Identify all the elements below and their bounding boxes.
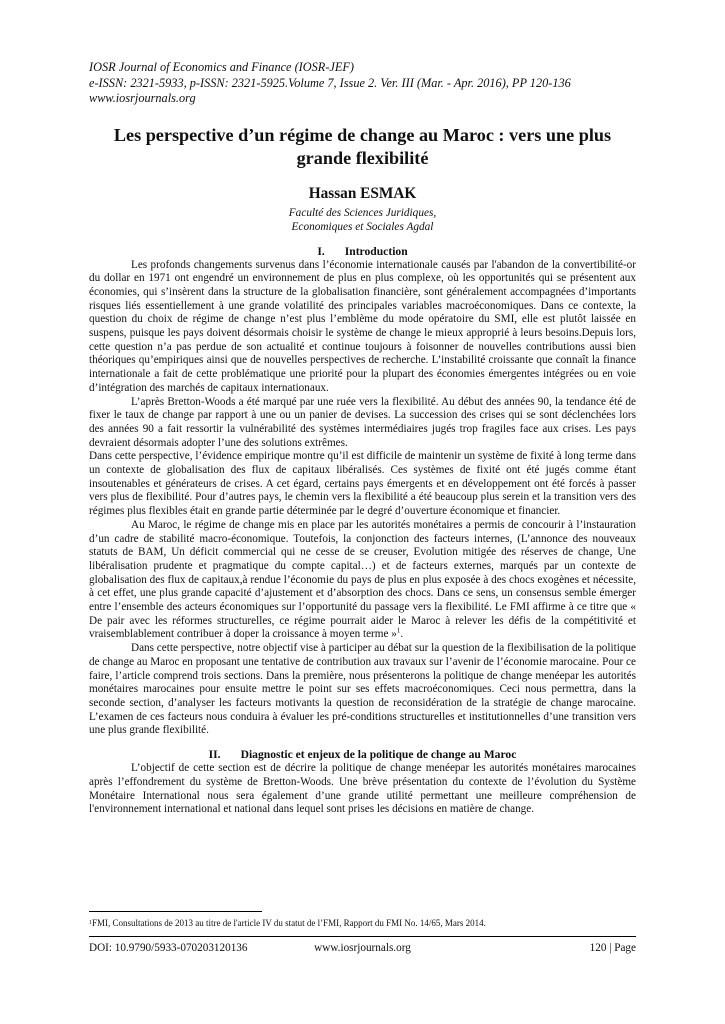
paragraph: L’objectif de cette section est de décrire la politique de change menéepar les autorités monétaires marocaines après l’effondrement du système de Bretton-Woods. Une brève présentation du contexte de l’évolution du Système Monétaire International nous sera également d’une grande utilité permettant une meilleure compréhension de l'environnement international et national dans lequel sont prises les décisions en matière de change. xyxy=(89,762,636,816)
footer-divider xyxy=(89,936,636,937)
journal-website: www.iosrjournals.org xyxy=(89,91,196,105)
footnote-marker: 1 xyxy=(89,920,92,926)
footer-website: www.iosrjournals.org xyxy=(314,942,411,954)
paragraph: Les profonds changements survenus dans l’économie internationale causés par l'abandon de la convertibilité-or du dollar en 1971 ont engendré un environnement de plus en plus complexe, où les opportunités qui se présentent aux économies, qui s’insèrent dans la structure de la globalisation financière, sont généralement accompagnées d’importants risques liés essentiellement à une grande volatilité des principales variables macroéconomiques. Dans ce contexte, la question du choix de régime de change n’est plus l’emblème du mode opératoire du SMI, elle est plutôt laissée en suspens, puisque les pays doivent désormais choisir le système de change le mieux approprié à leurs besoins.Depuis lors, cette question n’a pas perdue de son actualité et continue toujours à foisonner de nouvelles contributions aussi bien théoriques qu’empiriques ainsi que de nouvelles perspectives de recherche. L’instabilité croissante que connaît la finance internationale a fait de cette problématique une priorité pour la plupart des économies émergentes intégrées ou en voie d’intégration des marchés de capitaux internationaux. xyxy=(89,258,636,394)
footer-page-number: 120 | Page xyxy=(589,942,636,954)
section-title: Introduction xyxy=(344,244,408,258)
section-heading-diagnostic xyxy=(89,748,636,762)
journal-issn: e-ISSN: 2321-5933, p-ISSN: 2321-5925.Volume 7, Issue 2. Ver. III (Mar. - Apr. 2016), PP 120-136 xyxy=(89,75,571,90)
page-footer xyxy=(89,941,636,955)
section-number: II. xyxy=(208,748,221,762)
paragraph: Dans cette perspective, l’évidence empirique montre qu’il est difficile de maintenir un système de fixité à long terme dans un contexte de globalisation des flux de capitaux libéralisés. Ces systèmes de fixité ont été jugés comme étant insoutenables et générateurs de crises. A cet égard, certains pays émergents et en développement ont été forcés à passer vers plus de flexibilité. Pour d’autres pays, le chemin vers la flexibilité a été beaucoup plus serein et la transition vers des régimes plus flexibles était en grande partie déterminée par le degré d’ouverture économique et financier. xyxy=(89,450,636,518)
affiliation-line-2: Economiques et Sociales Agdal xyxy=(291,220,434,233)
section-heading-introduction xyxy=(89,245,636,259)
footnote-reference: 1 xyxy=(396,626,401,635)
author-affiliation xyxy=(89,206,636,234)
footnote xyxy=(89,918,636,929)
section-number: I. xyxy=(317,244,325,258)
paragraph: Au Maroc, le régime de change mis en place par les autorités monétaires a permis de concourir à l’instauration d’un cadre de stabilité macro-économique. Toutefois, la conjonction des facteurs internes, (L’annonce des nouveaux statuts de BAM, Un déficit commercial qui ne cesse de se creuser, Evolution mitigée des réserves de change, Une libéralisation prudente et pragmatique du compte capital…) et de facteurs externes, marqués par un contexte de globalisation des flux de capitaux,à rendue l’économie du pays de plus en plus exposée à des chocs exogènes et nécessite, à cet effet, une plus grande capacité d’ajustement et d’absorption des chocs. Dans ce sens, un consensus semble émerger entre l’ensemble des acteurs économiques sur l’opportunité du passage vers la flexibilité. Le FMI affirme à ce titre que « De pair avec les réformes structurelles, ce régime pourrait aider le Maroc à relever les défis de la compétitivité et vraisemblablement contribuer à doper la croissance à moyen terme »$^1$. xyxy=(89,518,636,641)
footnote-text: FMI, Consultations de 2013 au titre de l'article IV du statut de l’FMI, Rapport du FMI No. 14/65, Mars 2014. xyxy=(92,918,486,928)
section-diagnostic-body xyxy=(89,762,636,817)
journal-name: IOSR Journal of Economics and Finance (IOSR-JEF) xyxy=(89,60,354,74)
author-name: Hassan ESMAK xyxy=(308,184,417,202)
paper-page xyxy=(89,60,636,817)
section-introduction-body xyxy=(89,259,636,739)
paragraph: L’après Bretton-Woods a été marqué par une ruée vers la flexibilité. Au début des années 90, la tendance été de fixer le taux de change par rapport à une ou un panier de devises. La succession des crises qui se sont déclenchées lors des années 90 a fait ressortir la vulnérabilité des systèmes intermédiaires jugés trop fragiles face aux crises. Les pays devraient désormais adopter l’une des solutions extrêmes. xyxy=(89,395,636,449)
footer-doi: DOI: 10.9790/5933-070203120136 xyxy=(89,942,248,954)
paper-title: Les perspective d’un régime de change au Maroc : vers une plus grande flexibilité xyxy=(113,124,612,168)
paragraph-text: Au Maroc, le régime de change mis en place par les autorités monétaires a permis de concourir à l’instauration d’un cadre de stabilité macro-économique. Toutefois, la conjonction des facteurs internes, (L’annonce des nouveaux statuts de BAM, Un déficit commercial qui ne cesse de se creuser, Evolution mitigée des réserves de change, Une libéralisation prudente et pragmatique du compte capital…) et de facteurs externes, marqués par un contexte de globalisation des flux de capitaux,à rendue l’économie du pays de plus en plus exposée à des chocs exogènes et nécessite, à cet effet, une plus grande capacité d’ajustement et d’absorption des chocs. Dans ce sens, un consensus semble émerger entre l’ensemble des acteurs économiques sur l’opportunité du passage vers la flexibilité. Le FMI affirme à ce titre que « De pair avec les réformes structurelles, ce régime pourrait aider le Maroc à relever les défis de la compétitivité et vraisemblablement contribuer à doper la croissance à moyen terme » xyxy=(89,518,636,641)
paragraph: Dans cette perspective, notre objectif vise à participer au débat sur la question de la flexibilisation de la politique de change au Maroc en proposant une tentative de contribution aux travaux sur l’avenir de l’économie marocaine. Pour ce faire, l’article comprend trois sections. Dans la première, nous présenterons la politique de change menéepar les autorités monétaires marocaines pour ensuite mettre le point sur ses effets macroéconomiques. Ceci nous permettra, dans la seconde section, d’analyser les facteurs motivants la question de reconsidération de la stratégie de change marocaine. L’examen de ces facteurs nous conduira à évaluer les pré-conditions structurelles et institutionnelles d’une transition vers une plus grande flexibilité. xyxy=(89,642,636,737)
section-title: Diagnostic et enjeux de la politique de change au Maroc xyxy=(240,748,517,762)
footnote-divider xyxy=(89,911,262,912)
journal-header xyxy=(89,60,636,107)
affiliation-line-1: Faculté des Sciences Juridiques, xyxy=(288,206,437,219)
